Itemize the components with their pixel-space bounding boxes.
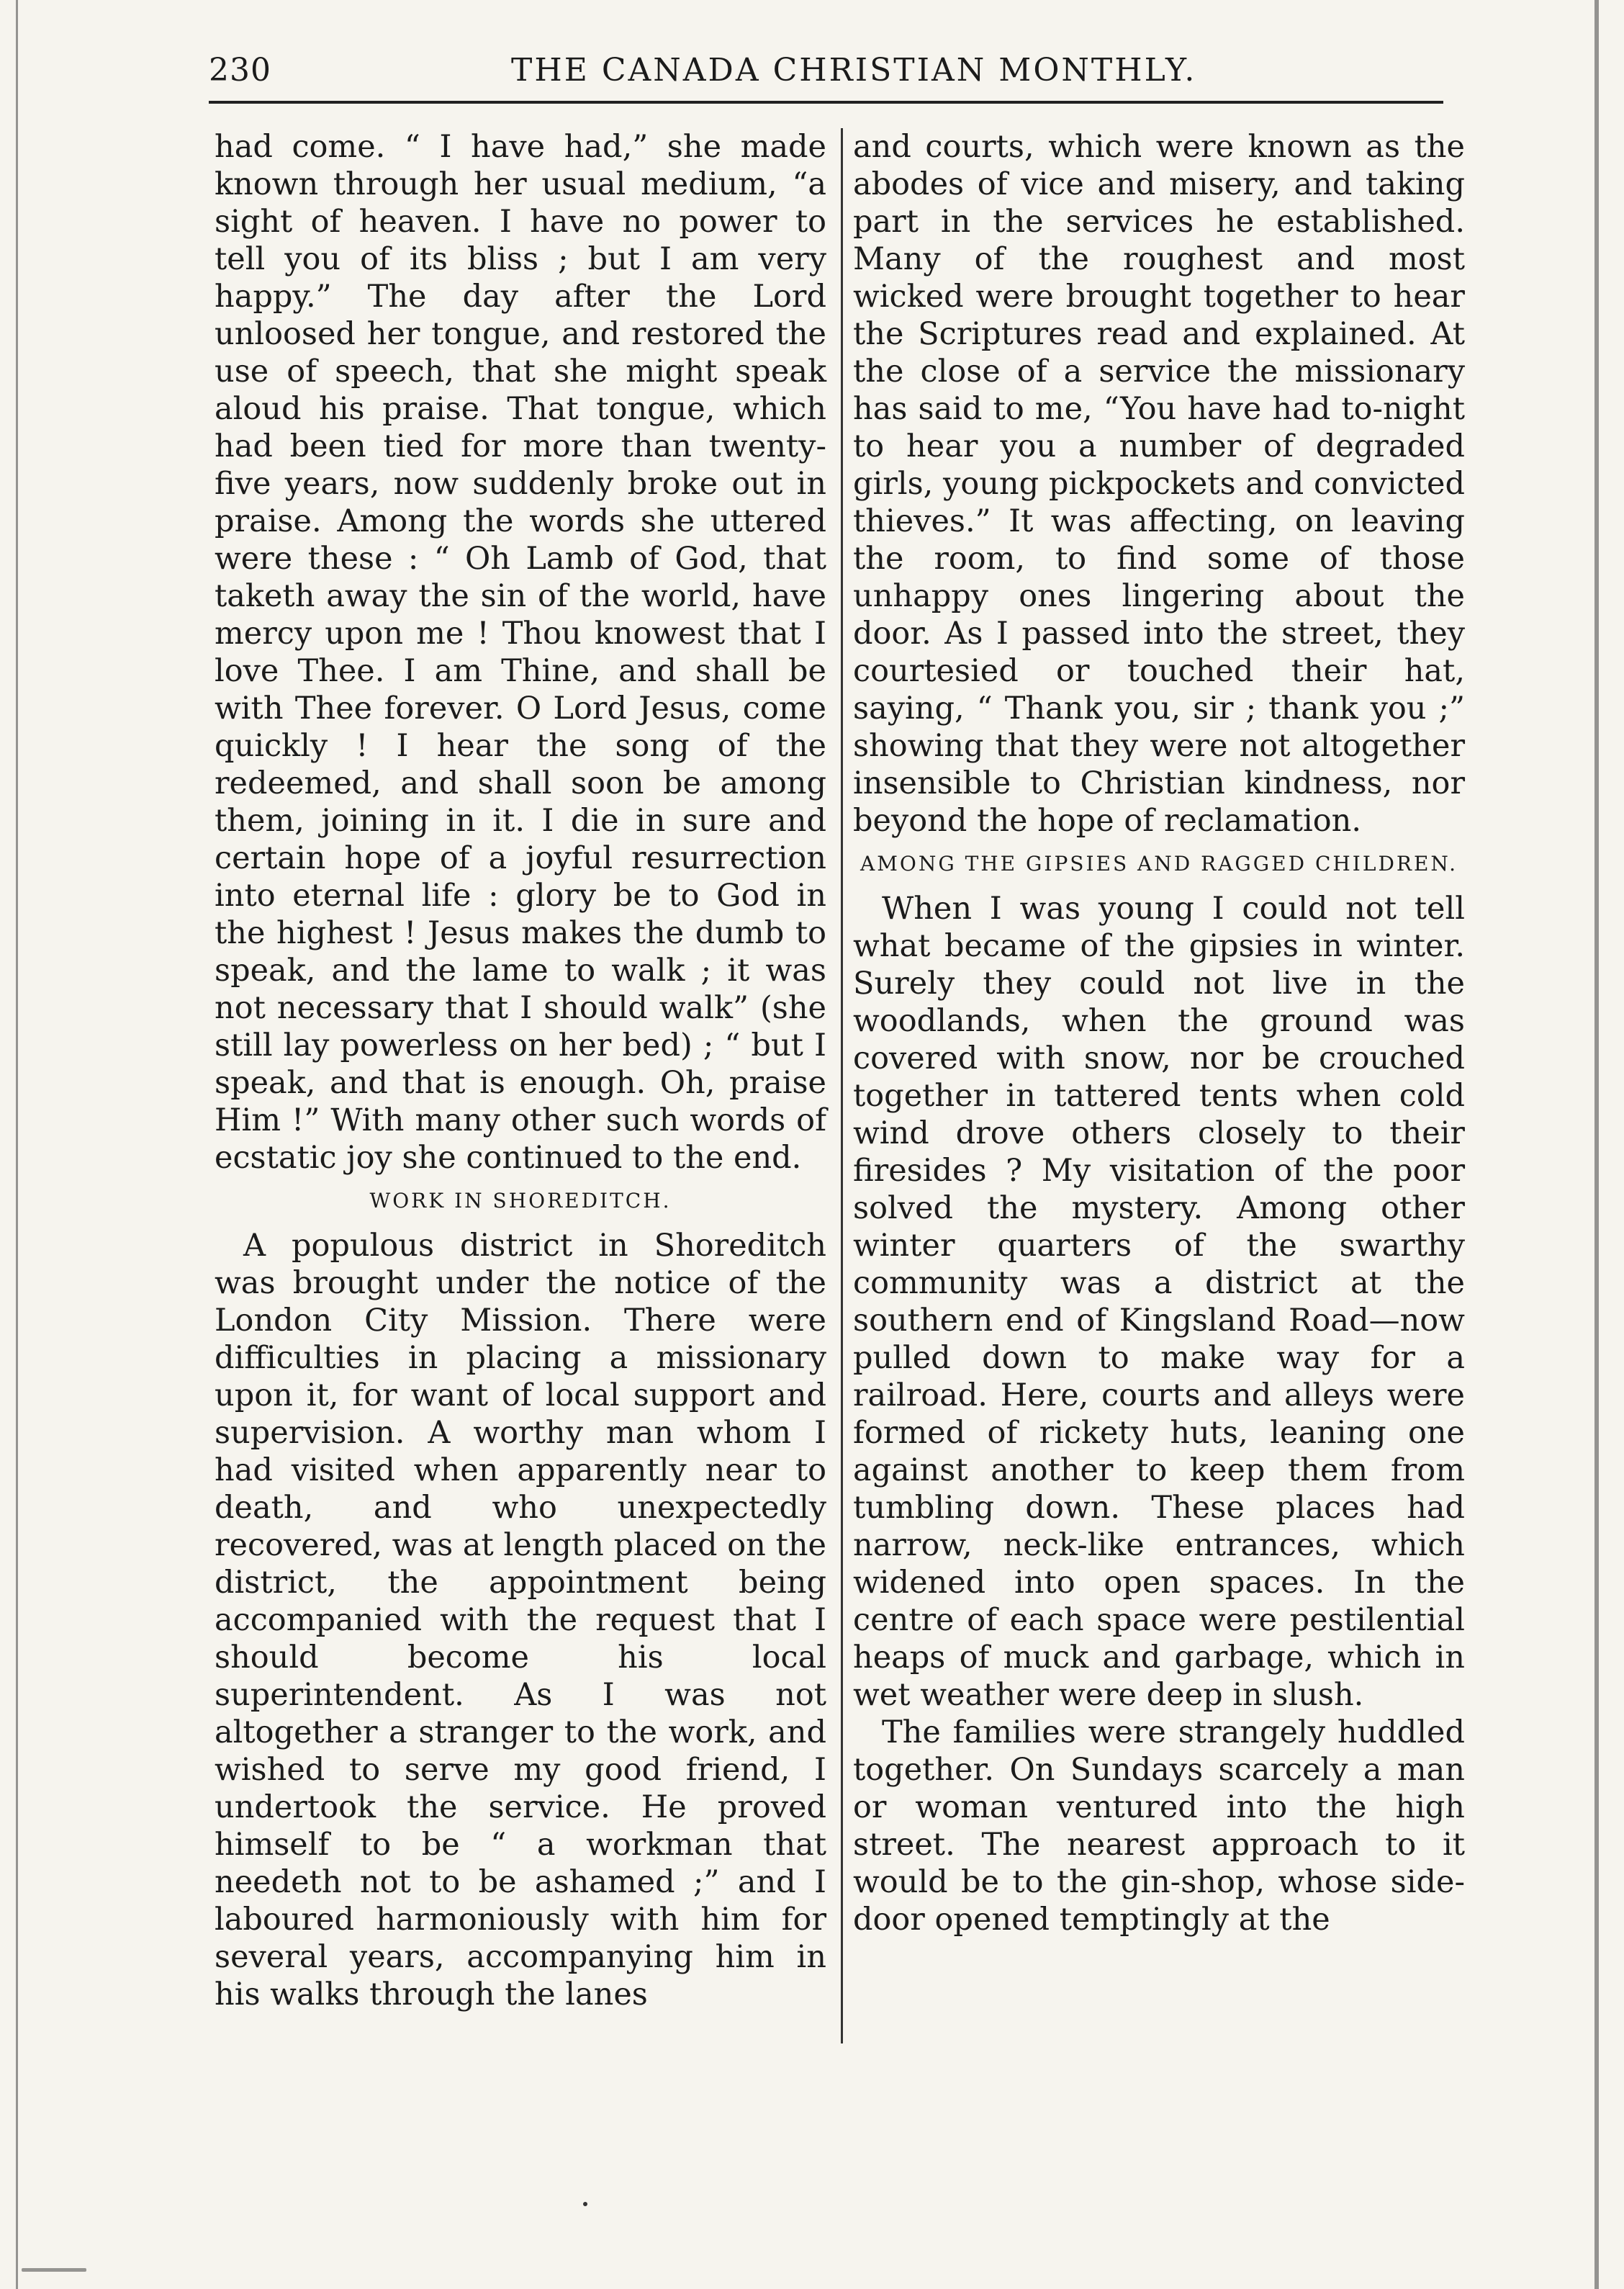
scan-edge-left	[16, 0, 18, 2289]
scan-smudge	[22, 2268, 86, 2272]
left-column	[215, 128, 826, 2013]
scan-speck	[583, 2202, 587, 2206]
scan-edge-right	[1594, 0, 1599, 2289]
page-header	[209, 48, 1443, 98]
paragraph-shoreditch: A populous district in Shoreditch was brought under the notice of the London City Mission. There were difficulties in placing a missionary upon it, for want of local support and supervision. A worthy man whom I had visited when apparently near to death, and who unexpectedly recovered, was at length placed on the district, the appointment being accompanied with the request that I should become his local superintendent. As I was not altogether a stranger to the work, and wished to serve my good friend, I undertook the service. He proved himself to be “ a workman that needeth not to be ashamed ;” and I laboured harmoniously with him for several years, accompanying him in his walks through the lanes	[215, 1228, 826, 2013]
paragraph-deathbed-testimony: had come. “ I have had,” she made known through her usual medium, “a sight of heaven. I have no power to tell you of its bliss ; but I am very happy.” The day after the Lord unloosed her tongue, and restored the use of speech, that she might speak aloud his praise. That tongue, which had been tied for more than twenty-five years, now suddenly broke out in praise. Among the words she uttered were these : “ Oh Lamb of God, that taketh away the sin of the world, have mercy upon me ! Thou knowest that I love Thee. I am Thine, and shall be with Thee forever. O Lord Jesus, come quickly ! I hear the song of the redeemed, and shall soon be among them, joining in it. I die in sure and certain hope of a joyful resurrection into eternal life : glory be to God in the highest ! Jesus makes the dumb to speak, and the lame to walk ; it was not necessary that I should walk” (she still lay powerless on her bed) ; “ but I speak, and that is enough. Oh, praise Him !” With many other such words of ecstatic joy she continued to the end.	[215, 129, 826, 1176]
running-title: THE CANADA CHRISTIAN MONTHLY.	[511, 52, 1197, 89]
section-heading-gipsies: AMONG THE GIPSIES AND RAGGED CHILDREN.	[860, 852, 1458, 876]
right-column	[853, 128, 1465, 1938]
paragraph-courts-services: and courts, which were known as the abodes of vice and misery, and taking part in the services he established. Many of the roughest and most wicked were brought together to hear the Scriptures read and explained. At the close of a service the missionary has said to me, “You have had to-night to hear you a number of degraded girls, young pickpockets and convicted thieves.” It was affecting, on leaving the room, to find some of those unhappy ones lingering about the door. As I passed into the street, they courtesied or touched their hat, saying, “ Thank you, sir ; thank you ;” showing that they were not altogether insensible to Christian kindness, nor beyond the hope of reclamation.	[853, 129, 1465, 839]
page-number: 230	[209, 52, 271, 89]
section-heading-shoreditch: WORK IN SHOREDITCH.	[369, 1189, 672, 1213]
column-divider	[841, 128, 843, 2043]
paragraph-families-huddled: The families were strangely huddled together. On Sundays scarcely a man or woman ventured into the high street. The nearest approach to it would be to the gin-shop, whose side-door opened temptingly at the	[853, 1714, 1465, 1938]
header-rule	[209, 101, 1443, 104]
paragraph-gipsies-winter: When I was young I could not tell what became of the gipsies in winter. Surely they could not live in the woodlands, when the ground was covered with snow, nor be crouched together in tattered tents when cold wind drove others closely to their firesides ? My visitation of the poor solved the mystery. Among other winter quarters of the swarthy community was a district at the southern end of Kingsland Road—now pulled down to make way for a railroad. Here, courts and alleys were formed of rickety huts, leaning one against another to keep them from tumbling down. These places had narrow, neck-like entrances, which widened into open spaces. In the centre of each space were pestilential heaps of muck and garbage, which in wet weather were deep in slush.	[853, 891, 1465, 1713]
